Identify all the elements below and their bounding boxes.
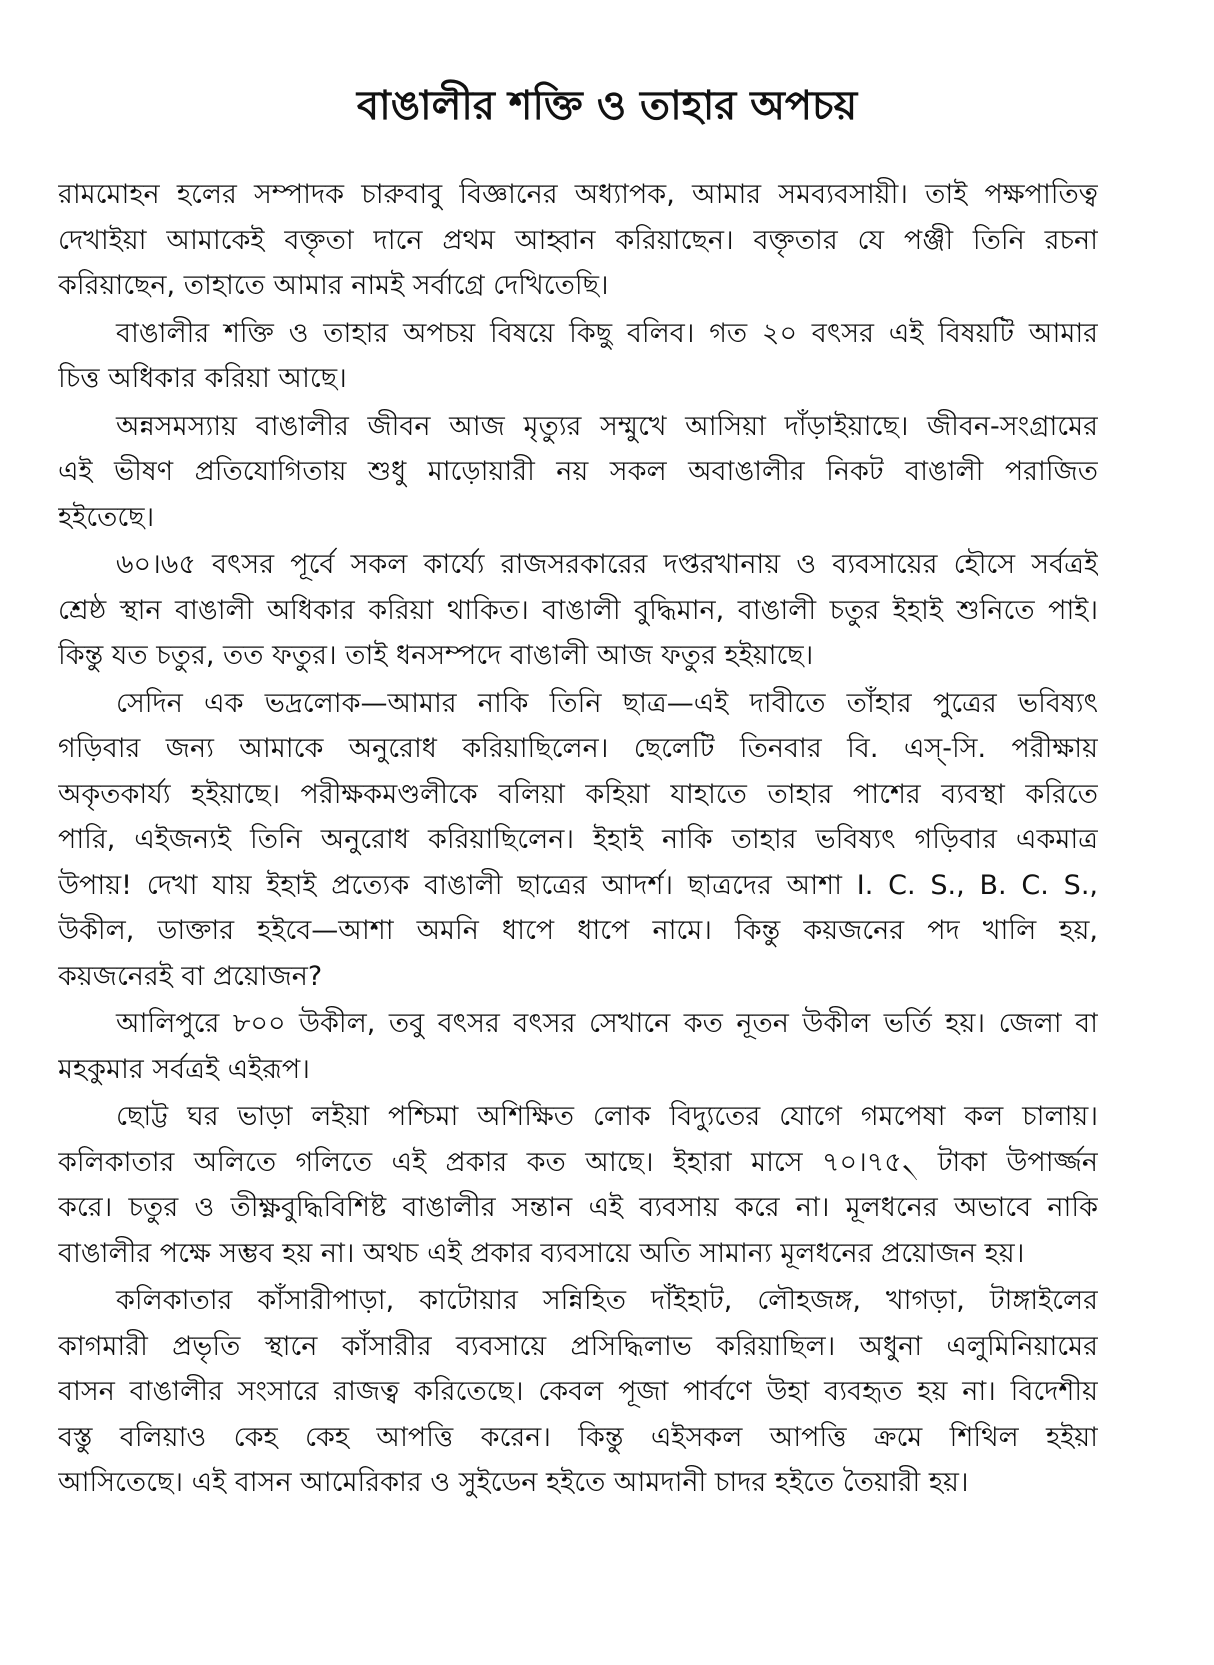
paragraph (58, 1094, 1098, 1276)
text-line: মহকুমার সর্বত্রই এইরূপ। (58, 1053, 310, 1085)
text-line: চিত্ত অধিকার করিয়া আছে। (58, 363, 347, 394)
text-line: বস্তু বলিয়াও কেহ কেহ আপত্তি করেন। কিন্তু এইসকল আপত্তি ক্রমে শিথিল হইয়া (58, 1421, 1098, 1453)
text-line: শ্রেষ্ঠ স্থান বাঙালী অধিকার করিয়া থাকিত। বাঙালী বুদ্ধিমান, বাঙালী চতুর ইহাই শুনিতে পাই। (58, 594, 1098, 626)
text-line: কয়জনেরই বা প্রয়োজন? (58, 960, 323, 992)
text-line: কাগমারী প্রভৃতি স্থানে কাঁসারীর ব্যবসায়ে প্রসিদ্ধিলাভ করিয়াছিল। অধুনা এলুমিনিয়ামের (58, 1330, 1098, 1362)
text-line: দেখাইয়া আমাকেই বক্তৃতা দানে প্রথম আহ্বান করিয়াছেন। বক্তৃতার যে পঞ্জী তিনি রচনা (58, 224, 1098, 256)
paragraph (58, 1278, 1098, 1506)
text-line: বাসন বাঙালীর সংসারে রাজত্ব করিতেছে। কেবল পূজা পার্বণে উহা ব্যবহৃত হয় না। বিদেশীয় (58, 1376, 1098, 1407)
text-line: আলিপুরে ৮০০ উকীল, তবু বৎসর বৎসর সেখানে কত নূতন উকীল ভর্তি হয়। জেলা বা (116, 1008, 1098, 1039)
text-line: সেদিন এক ভদ্রলোক—আমার নাকি তিনি ছাত্র—এই দাবীতে তাঁহার পুত্রের ভবিষ্যৎ (116, 687, 1098, 719)
text-line: অন্নসমস্যায় বাঙালীর জীবন আজ মৃত্যুর সম্মুখে আসিয়া দাঁড়াইয়াছে। জীবন-সংগ্রামের (116, 410, 1098, 442)
document-title: বাঙালীর শক্তি ও তাহার অপচয় (356, 83, 858, 129)
text-line: ছোট্ট ঘর ভাড়া লইয়া পশ্চিমা অশিক্ষিত লোক বিদ্যুতের যোগে গমপেষা কল চালায়। (116, 1101, 1098, 1132)
text-line: বাঙালীর শক্তি ও তাহার অপচয় বিষয়ে কিছু বলিব। গত ২০ বৎসর এই বিষয়টি আমার (116, 317, 1098, 349)
paragraph (58, 681, 1098, 1000)
document-body (58, 172, 1098, 1508)
paragraph (58, 311, 1098, 402)
paragraph (58, 404, 1098, 541)
text-line: বাঙালীর পক্ষে সম্ভব হয় না। অথচ এই প্রকার ব্যবসায়ে অতি সামান্য মূলধনের প্রয়োজন হয়। (58, 1237, 1025, 1269)
text-line: পারি, এইজন্যই তিনি অনুরোধ করিয়াছিলেন। ইহাই নাকি তাহার ভবিষ্যৎ গড়িবার একমাত্র (58, 824, 1098, 855)
text-line: আসিতেছে। এই বাসন আমেরিকার ও সুইডেন হইতে আমদানী চাদর হইতে তৈয়ারী হয়। (58, 1467, 969, 1498)
paragraph (58, 1001, 1098, 1092)
text-line: অকৃতকার্য্য হইয়াছে। পরীক্ষকমণ্ডলীকে বলিয়া কহিয়া যাহাতে তাহার পাশের ব্যবস্থা করিতে (58, 778, 1098, 810)
text-line: ৬০।৬৫ বৎসর পূর্বে সকল কার্য্যে রাজসরকারের দপ্তরখানায় ও ব্যবসায়ের হৌসে সর্বত্রই (116, 549, 1098, 580)
text-line: উপায়! দেখা যায় ইহাই প্রত্যেক বাঙালী ছাত্রের আদর্শ। ছাত্রদের আশা I. C. S., B. C. S., (58, 869, 1098, 901)
text-line: কিন্তু যত চতুর, তত ফতুর। তাই ধনসম্পদে বাঙালী আজ ফতুর হইয়াছে। (58, 640, 814, 671)
paragraph (58, 172, 1098, 309)
text-line: গড়িবার জন্য আমাকে অনুরোধ করিয়াছিলেন। ছেলেটি তিনবার বি. এস্-সি. পরীক্ষায় (58, 733, 1098, 764)
text-line: কলিকাতার কাঁসারীপাড়া, কাটোয়ার সন্নিহিত দাঁইহাট, লৌহজঙ্গ, খাগড়া, টাঙ্গাইলের (116, 1285, 1098, 1316)
text-line: করে। চতুর ও তীক্ষ্ণবুদ্ধিবিশিষ্ট বাঙালীর সন্তান এই ব্যবসায় করে না। মূলধনের অভাবে নাকি (58, 1192, 1098, 1223)
text-line: রামমোহন হলের সম্পাদক চারুবাবু বিজ্ঞানের অধ্যাপক, আমার সমব্যবসায়ী। তাই পক্ষপাতিত্ব (58, 179, 1098, 210)
text-line: কলিকাতার অলিতে গলিতে এই প্রকার কত আছে। ইহারা মাসে ৭০।৭৫৲ টাকা উপার্জ্জন (58, 1146, 1098, 1178)
text-line: হইতেছে। (58, 501, 155, 533)
paragraph (58, 542, 1098, 679)
text-line: এই ভীষণ প্রতিযোগিতায় শুধু মাড়োয়ারী নয় সকল অবাঙালীর নিকট বাঙালী পরাজিত (58, 456, 1098, 487)
text-line: উকীল, ডাক্তার হইবে—আশা অমনি ধাপে ধাপে নামে। কিন্তু কয়জনের পদ খালি হয়, (58, 915, 1098, 946)
text-line: করিয়াছেন, তাহাতে আমার নামই সর্বাগ্রে দেখিতেছি। (58, 270, 609, 301)
